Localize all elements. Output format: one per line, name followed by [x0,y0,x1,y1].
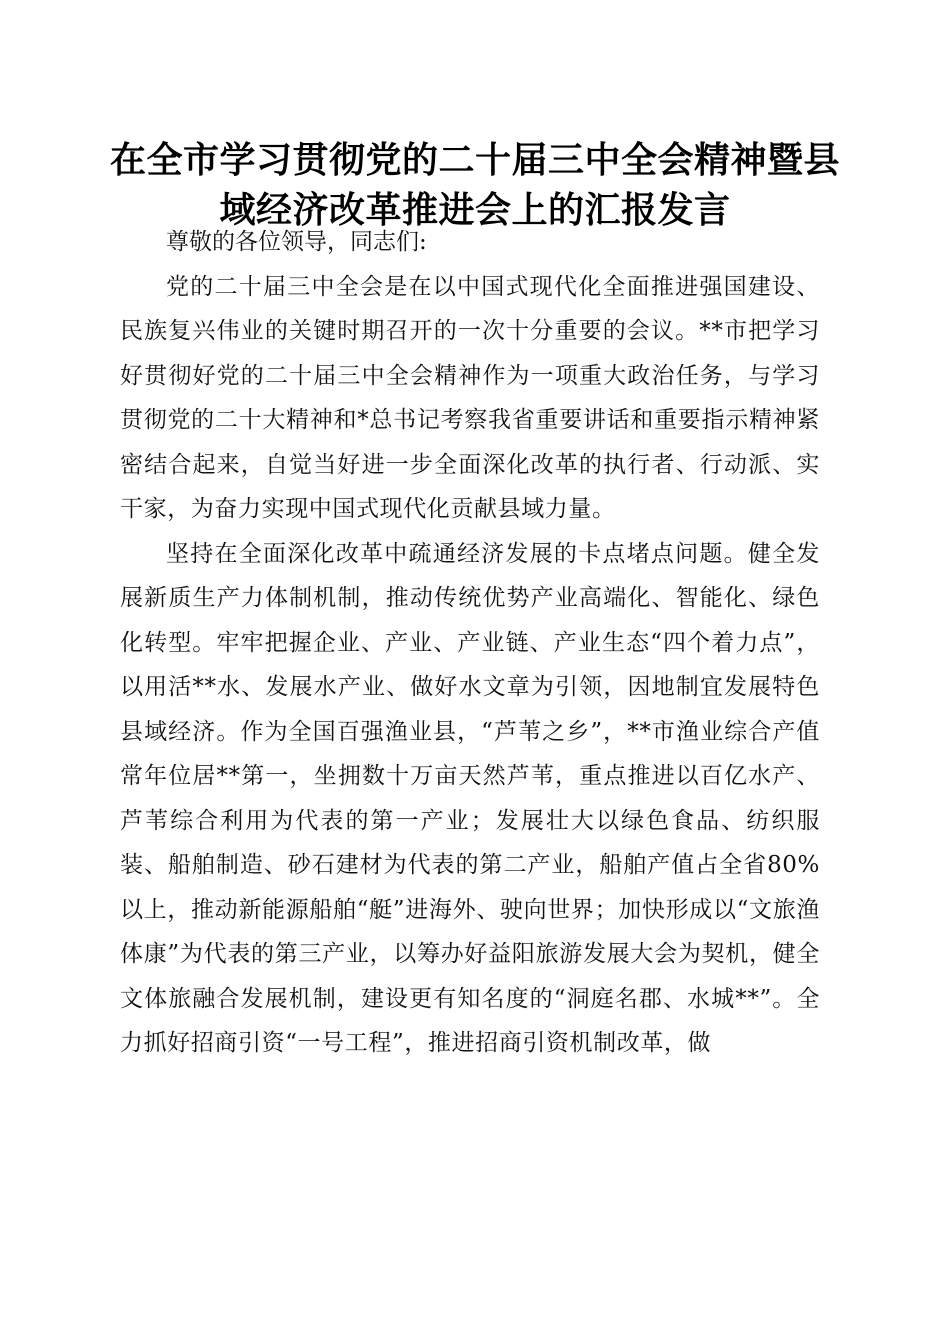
paragraph-1: 党的二十届三中全会是在以中国式现代化全面推进强国建设、民族复兴伟业的关键时期召开的一次十分重要的会议。**市把学习好贯彻好党的二十届三中全会精神作为一项重大政治任务，与学习贯彻党的二十大精神和*总书记考察我省重要讲话和重要指示精神紧密结合起来，自觉当好进一步全面深化改革的执行者、行动派、实干家，为奋力实现中国式现代化贡献县域力量。 [120,273,820,522]
document-body [120,220,820,1066]
document-title-line-2: 域经济改革推进会上的汇报发言 [219,190,731,231]
greeting: 尊敬的各位领导，同志们: [166,229,427,255]
document-title-line-1: 在全市学习贯彻党的二十届三中全会精神暨县 [110,140,841,181]
paragraph-2: 坚持在全面深化改革中疏通经济发展的卡点堵点问题。健全发展新质生产力体制机制，推动传统优势产业高端化、智能化、绿色化转型。牢牢把握企业、产业、产业链、产业生态“四个着力点”，以用活**水、发展水产业、做好水文章为引领，因地制宜发展特色县域经济。作为全国百强渔业县，“芦苇之乡”，**市渔业综合产值常年位居**第一，坐拥数十万亩天然芦苇，重点推进以百亿水产、芦苇综合利用为代表的第一产业；发展壮大以绿色食品、纺织服装、船舶制造、砂石建材为代表的第二产业，船舶产值占全省80%以上，推动新能源船舶“艇”进海外、驶向世界；加快形成以“文旅渔体康”为代表的第三产业，以筹办好益阳旅游发展大会为契机，健全文体旅融合发展机制，建设更有知名度的“洞庭名郡、水城**”。全力抓好招商引资“一号工程”，推进招商引资机制改革，做 [120,540,820,1056]
